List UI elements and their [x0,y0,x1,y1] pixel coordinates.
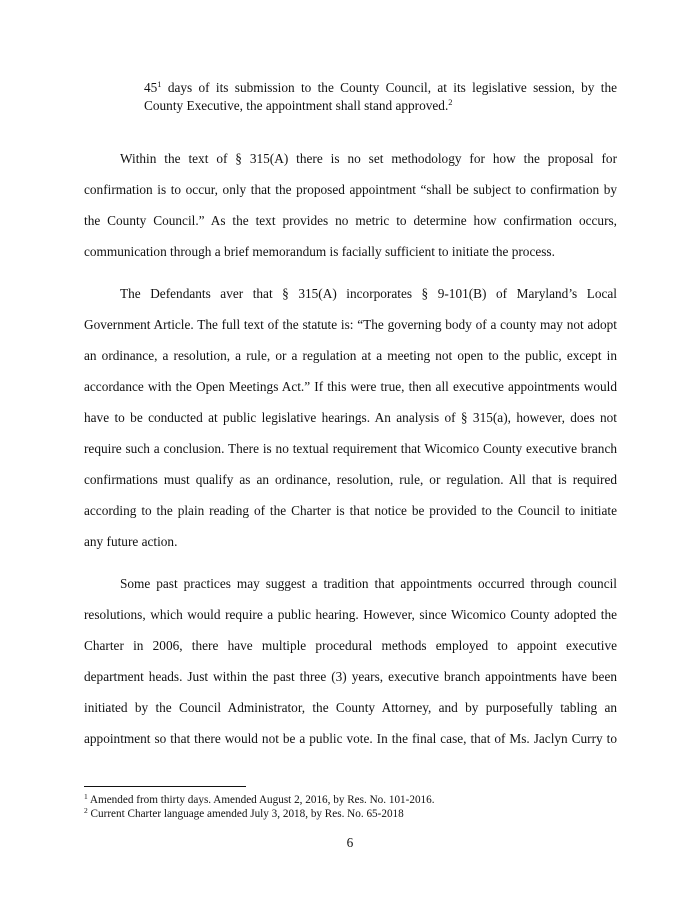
paragraph-line: accordance with the Open Meetings Act.” If this were true, then all executive appointments would [84,379,617,394]
paragraph-line: Charter in 2006, there have multiple procedural methods employed to appoint executive [84,638,617,653]
paragraph-line: appointment so that there would not be a public vote. In the final case, that of Ms. Jaclyn Curry to [84,731,617,746]
quote-line-2 [144,97,617,115]
footnote-mark: 1 [84,792,88,801]
paragraph-line: communication through a brief memorandum is facially sufficient to initiate the process. [84,244,555,259]
page-number: 6 [346,835,354,850]
paragraph-line: Government Article. The full text of the statute is: “The governing body of a county may not adopt [84,317,617,332]
footnote-divider [84,786,246,787]
paragraph-line: the County Council.” As the text provides no metric to determine how confirmation occurs, [84,213,617,228]
paragraph-line: Within the text of § 315(A) there is no set methodology for how the proposal for [120,151,617,166]
paragraph-line: The Defendants aver that § 315(A) incorporates § 9-101(B) of Maryland’s Local [120,286,617,301]
quote-line-1-text: days of its submission to the County Council, at its legislative session, by the [161,80,617,95]
paragraph-line: department heads. Just within the past three (3) years, executive branch appointments have been [84,669,617,684]
paragraph-line: Some past practices may suggest a tradition that appointments occurred through council [120,576,617,591]
paragraph-line: resolutions, which would require a public hearing. However, since Wicomico County adopted the [84,607,617,622]
paragraph-line: confirmation is to occur, only that the proposed appointment “shall be subject to confirmation by [84,182,617,197]
paragraph-line: any future action. [84,534,178,549]
footnote-ref-2: 2 [448,97,453,107]
paragraph-line: an ordinance, a resolution, a rule, or a regulation at a meeting not open to the public, except in [84,348,617,363]
paragraph-line: confirmations must qualify as an ordinance, resolution, rule, or regulation. All that is required [84,472,617,487]
quote-line-2-text: County Executive, the appointment shall stand approved. [144,98,449,113]
paragraph-line: according to the plain reading of the Charter is that notice be provided to the Council to initiate [84,503,617,518]
footnote-ref-1: 1 [157,79,162,89]
paragraph-line: initiated by the Council Administrator, the County Attorney, and by purposefully tabling an [84,700,617,715]
footnote-text: Amended from thirty days. Amended August 2, 2016, by Res. No. 101-2016. [87,794,435,806]
quote-number: 45 [144,80,158,95]
footnote-2 [84,807,404,821]
footnote-1 [84,793,435,807]
footnote-text: Current Charter language amended July 3, 2018, by Res. No. 65-2018 [87,808,404,820]
paragraph-line: have to be conducted at public legislative hearings. An analysis of § 315(a), however, does not [84,410,617,425]
footnote-mark: 2 [84,806,88,815]
paragraph-line: require such a conclusion. There is no textual requirement that Wicomico County executive branch [84,441,617,456]
block-quote [144,79,617,115]
quote-line-1 [144,79,617,97]
